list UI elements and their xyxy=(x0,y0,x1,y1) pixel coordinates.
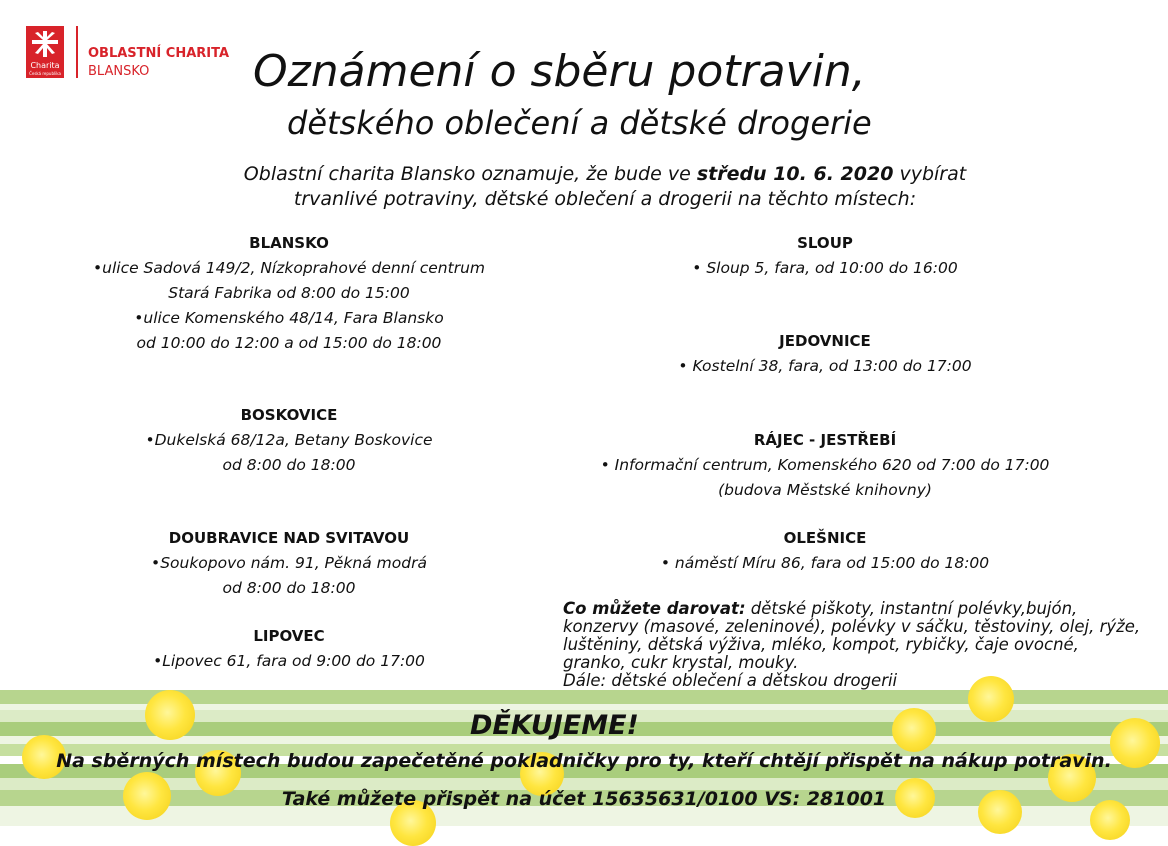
location-line: od 8:00 do 18:00 xyxy=(222,579,356,597)
intro-line2: trvanlivé potraviny, dětské oblečení a drogerii na těchto místech: xyxy=(293,188,917,210)
location-line: •Dukelská 68/12a, Betany Boskovice xyxy=(145,431,433,449)
location-doubravice xyxy=(60,526,518,601)
logo-mark-text: Charita xyxy=(30,61,60,70)
logo-divider xyxy=(76,26,78,78)
donation-label: Co můžete darovat: xyxy=(563,599,746,618)
location-line: •ulice Komenského 48/14, Fara Blansko xyxy=(134,309,444,327)
location-line: (budova Městské knihovny) xyxy=(718,481,932,499)
thanks-heading: DĚKUJEME! xyxy=(470,710,639,741)
location-blansko xyxy=(60,231,518,356)
location-title: JEDOVNICE xyxy=(779,332,871,350)
flower-icon xyxy=(968,676,1014,722)
location-title: DOUBRAVICE NAD SVITAVOU xyxy=(168,529,410,547)
logo-name: OBLASTNÍ CHARITA xyxy=(88,46,230,61)
donation-info xyxy=(563,600,1143,690)
intro-date: středu 10. 6. 2020 xyxy=(696,163,894,185)
intro-line1-pre: Oblastní charita Blansko oznamuje, že bude ve xyxy=(243,163,697,185)
location-line: •Lipovec 61, fara od 9:00 do 17:00 xyxy=(153,652,425,670)
location-title: SLOUP xyxy=(797,234,853,252)
location-rajec xyxy=(560,428,1090,503)
location-olesnice xyxy=(560,526,1090,576)
location-line: Stará Fabrika od 8:00 do 15:00 xyxy=(168,284,410,302)
location-title: BLANSKO xyxy=(249,234,329,252)
logo-city: BLANSKO xyxy=(88,64,150,79)
footer-collection-boxes: Na sběrných místech budou zapečetěné pokladničky pro ty, kteří chtějí přispět na nákup potravin. xyxy=(56,750,1112,772)
footer-bank-account: Také můžete přispět na účet 15635631/0100 VS: 281001 xyxy=(281,788,887,810)
logo-mark-subtext: Česká republika xyxy=(29,71,61,76)
location-title: RÁJEC - JESTŘEBÍ xyxy=(753,431,897,449)
charity-logo-mark xyxy=(26,26,64,78)
location-boskovice xyxy=(60,403,518,478)
page-subtitle: dětského oblečení a dětské drogerie xyxy=(287,104,872,142)
donation-extra: Dále: dětské oblečení a dětskou drogerii xyxy=(563,671,898,690)
location-line: od 10:00 do 12:00 a od 15:00 do 18:00 xyxy=(136,334,442,352)
location-sloup xyxy=(560,231,1090,281)
flower-icon xyxy=(892,708,936,752)
location-title: BOSKOVICE xyxy=(240,406,338,424)
location-title: OLEŠNICE xyxy=(783,529,867,547)
charity-logo xyxy=(26,26,236,80)
page-title: Oznámení o sběru potravin, xyxy=(253,46,866,97)
location-jedovnice xyxy=(560,329,1090,379)
donation-items: dětské piškoty, instantní polévky,bujón, konzervy (masové, zeleninové), polévky v sáčku, těstoviny, olej, rýže, luštěniny, dětská výživa, mléko, kompot, rybičky, čaje ovocné, granko, cukr krystal, mouky. xyxy=(563,599,1141,672)
location-lipovec xyxy=(60,624,518,674)
location-title: LIPOVEC xyxy=(253,627,325,645)
flower-icon xyxy=(145,690,195,740)
location-line: •Soukopovo nám. 91, Pěkná modrá xyxy=(151,554,427,572)
location-line: od 8:00 do 18:00 xyxy=(222,456,356,474)
location-line: • náměstí Míru 86, fara od 15:00 do 18:00 xyxy=(660,554,990,572)
intro-text xyxy=(180,162,1030,212)
location-line: • Informační centrum, Komenského 620 od 7:00 do 17:00 xyxy=(600,456,1050,474)
location-line: •ulice Sadová 149/2, Nízkoprahové denní centrum xyxy=(92,259,485,277)
location-line: • Sloup 5, fara, od 10:00 do 16:00 xyxy=(692,259,958,277)
location-line: • Kostelní 38, fara, od 13:00 do 17:00 xyxy=(678,357,972,375)
cross-icon xyxy=(30,29,60,59)
intro-line1-post: vybírat xyxy=(893,163,967,185)
